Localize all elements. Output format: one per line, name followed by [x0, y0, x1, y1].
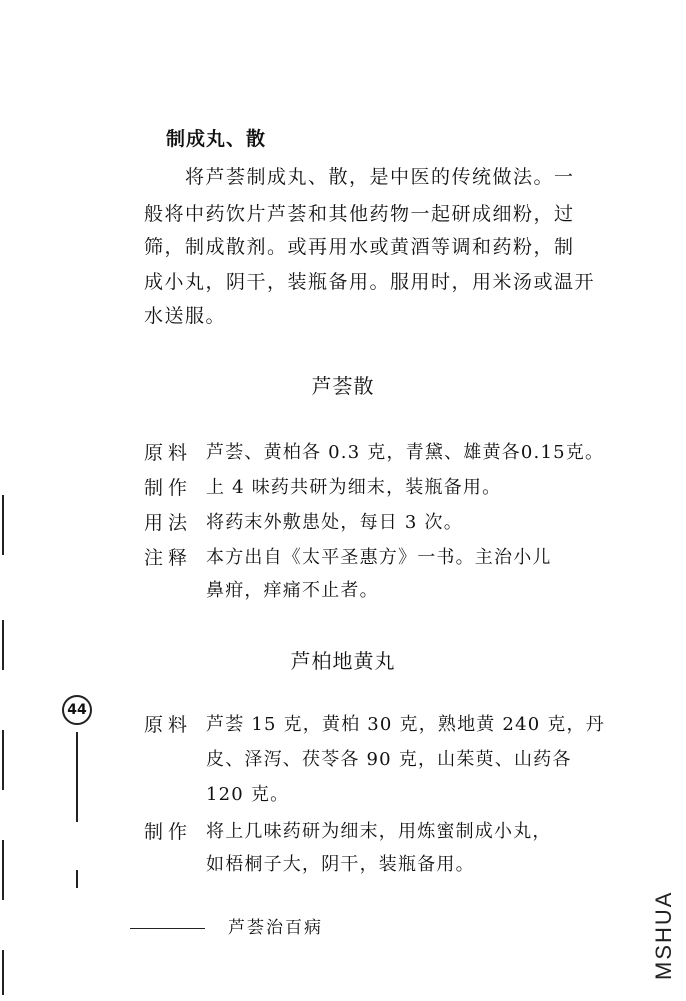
- scan-margin-line: [2, 840, 4, 900]
- margin-rule: [76, 732, 78, 822]
- item-label: 原料: [144, 714, 193, 736]
- scan-margin-line: [2, 495, 4, 555]
- item-content: 上 4 味药共研为细末，装瓶备用。: [206, 477, 502, 498]
- item-content: 120 克。: [206, 784, 290, 805]
- item-label: 注释: [144, 547, 193, 569]
- item-content: 如梧桐子大，阴干，装瓶备用。: [206, 854, 475, 875]
- footer-rule: [130, 928, 205, 929]
- item-content: 芦荟 15 克，黄柏 30 克，熟地黄 240 克，丹: [206, 714, 605, 735]
- item-label: 原料: [144, 442, 193, 464]
- scan-margin-line: [2, 620, 4, 670]
- item-label: 制作: [144, 821, 193, 843]
- intro-line: 般将中药饮片芦荟和其他药物一起研成细粉，过: [144, 203, 575, 225]
- watermark: MSHUA: [651, 890, 676, 980]
- scan-margin-line: [2, 950, 4, 995]
- page-number-badge: 44: [62, 695, 92, 725]
- item-content: 将药末外敷患处，每日 3 次。: [206, 512, 463, 533]
- scan-margin-line: [2, 730, 4, 790]
- item-content: 将上几味药研为细末，用炼蜜制成小丸，: [206, 821, 552, 842]
- item-content: 皮、泽泻、茯苓各 90 克，山茱萸、山药各: [206, 749, 572, 770]
- margin-rule: [76, 870, 78, 888]
- recipe-title: 芦荟散: [311, 374, 375, 398]
- intro-line: 成小丸，阴干，装瓶备用。服用时，用米汤或温开: [144, 271, 596, 293]
- intro-line: 水送服。: [144, 305, 227, 327]
- section-title: 制成丸、散: [166, 128, 267, 150]
- footer-title: 芦荟治百病: [228, 918, 323, 938]
- item-label: 制作: [144, 477, 193, 499]
- intro-line: 筛，制成散剂。或再用水或黄酒等调和药粉，制: [144, 236, 575, 258]
- item-content: 芦荟、黄柏各 0.3 克，青黛、雄黄各0.15克。: [206, 442, 605, 463]
- item-label: 用法: [144, 512, 193, 534]
- intro-line: 将芦荟制成丸、散，是中医的传统做法。一: [185, 166, 575, 188]
- item-content: 鼻疳，痒痛不止者。: [206, 580, 379, 601]
- recipe-title: 芦柏地黄丸: [290, 649, 396, 673]
- item-content: 本方出自《太平圣惠方》一书。主治小儿: [206, 547, 552, 568]
